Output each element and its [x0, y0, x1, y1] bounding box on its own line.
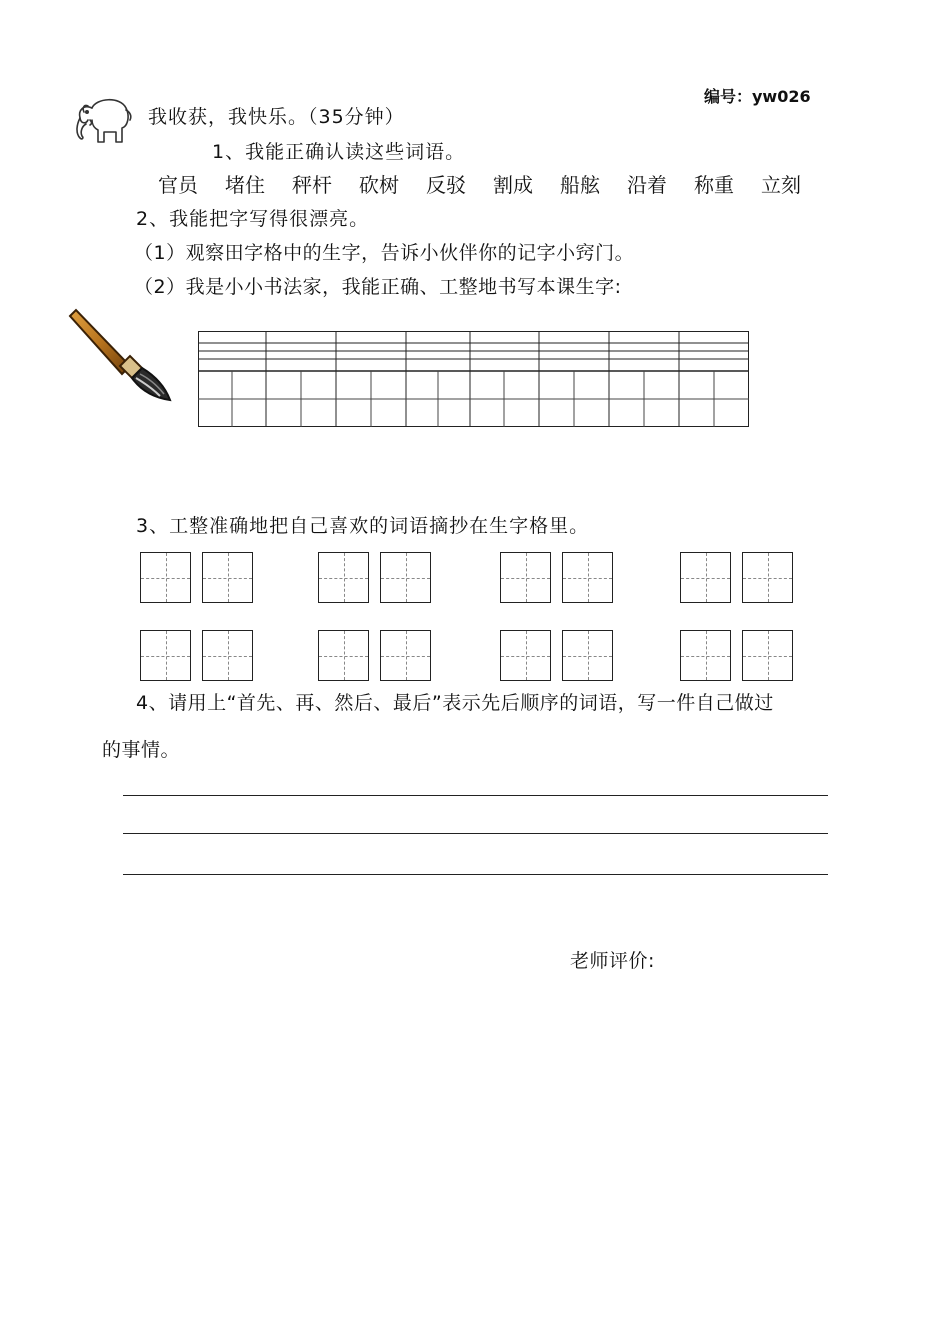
writing-line[interactable] [123, 795, 828, 796]
vocab-word: 割成 [493, 173, 533, 197]
vocab-word: 称重 [694, 173, 734, 197]
writing-line[interactable] [123, 874, 828, 875]
tianzige-box[interactable] [140, 552, 191, 603]
vocab-word: 官员 [158, 173, 198, 197]
tianzige-box[interactable] [380, 552, 431, 603]
teacher-evaluation-label: 老师评价: [570, 950, 655, 972]
brush-icon [60, 304, 180, 412]
question-2-item-2: （2）我是小小书法家，我能正确、工整地书写本课生字: [134, 276, 622, 298]
vocab-word: 堵住 [225, 173, 265, 197]
tianzige-box[interactable] [562, 552, 613, 603]
tianzige-box[interactable] [318, 552, 369, 603]
tianzige-box[interactable] [680, 630, 731, 681]
tianzige-box[interactable] [742, 552, 793, 603]
question-2-item-1: （1）观察田字格中的生字，告诉小伙伴你的记字小窍门。 [134, 242, 635, 264]
vocabulary-list [158, 169, 828, 198]
vocab-word: 沿着 [627, 173, 667, 197]
tianzige-box[interactable] [380, 630, 431, 681]
vocab-word: 反驳 [426, 173, 466, 197]
question-4-text-continued: 的事情。 [102, 739, 181, 761]
vocab-word: 砍树 [359, 173, 399, 197]
document-code: 编号：yw026 [704, 87, 811, 106]
vocab-word: 秤杆 [292, 173, 332, 197]
question-3-heading: 3、工整准确地把自己喜欢的词语摘抄在生字格里。 [136, 515, 590, 537]
tianzige-box[interactable] [500, 630, 551, 681]
tianzige-box[interactable] [318, 630, 369, 681]
vocab-word: 立刻 [761, 173, 801, 197]
writing-line[interactable] [123, 833, 828, 834]
worksheet-title: 我收获，我快乐。（35分钟） [148, 106, 405, 128]
tianzige-box[interactable] [140, 630, 191, 681]
question-1-heading: 1、我能正确认读这些词语。 [212, 141, 466, 163]
vocab-word: 船舷 [560, 173, 600, 197]
tianzige-box[interactable] [742, 630, 793, 681]
tianzige-box[interactable] [202, 552, 253, 603]
tianzige-box[interactable] [202, 630, 253, 681]
question-4-text: 4、请用上“首先、再、然后、最后”表示先后顺序的词语，写一件自己做过 [136, 692, 774, 714]
tianzige-box[interactable] [562, 630, 613, 681]
question-2-heading: 2、我能把字写得很漂亮。 [136, 208, 370, 230]
character-writing-grid[interactable] [198, 331, 749, 427]
tianzige-box[interactable] [680, 552, 731, 603]
tianzige-box[interactable] [500, 552, 551, 603]
elephant-icon [70, 94, 134, 150]
